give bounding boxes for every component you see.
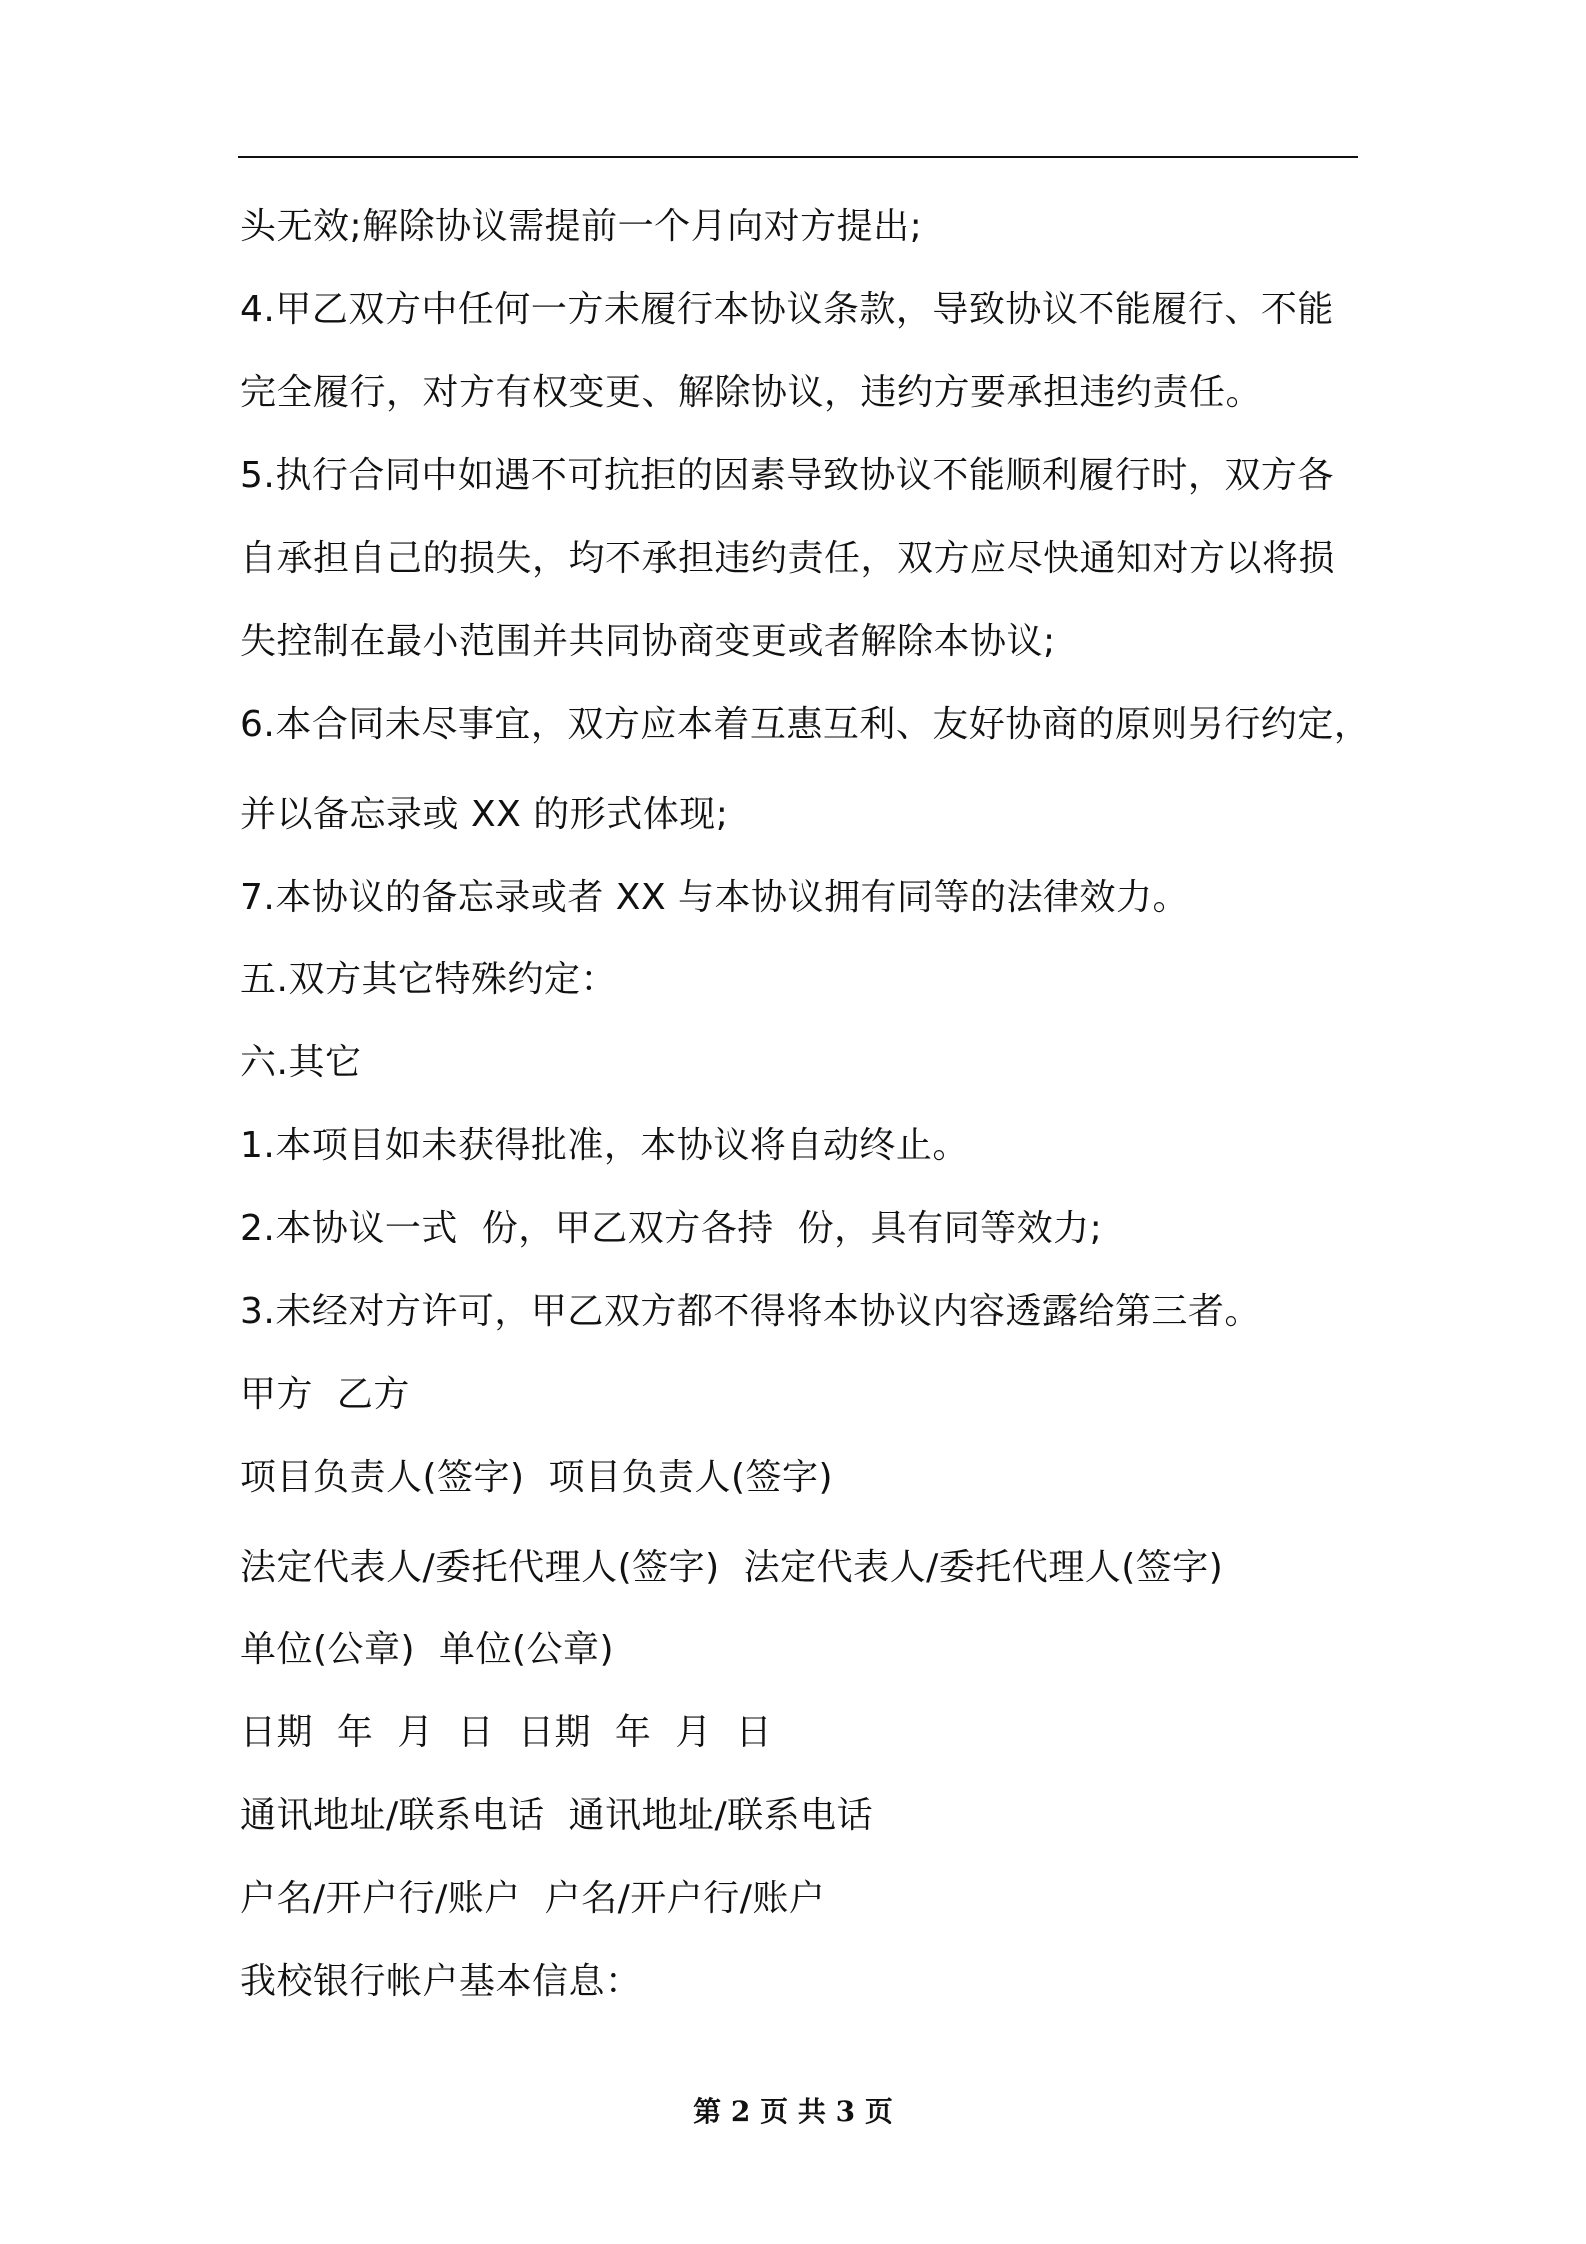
- signature-legal-rep: 法定代表人/委托代理人(签字) 法定代表人/委托代理人(签字): [240, 1547, 1224, 1588]
- text-line: 5.执行合同中如遇不可抗拒的因素导致协议不能顺利履行时，双方各: [240, 455, 1334, 496]
- signature-project-lead: 项目负责人(签字) 项目负责人(签字): [240, 1457, 834, 1498]
- text-line: 3.未经对方许可，甲乙双方都不得将本协议内容透露给第三者。: [240, 1291, 1261, 1332]
- text-line: 自承担自己的损失，均不承担违约责任，双方应尽快通知对方以将损: [240, 538, 1336, 579]
- signature-contact: 通讯地址/联系电话 通讯地址/联系电话: [240, 1795, 874, 1836]
- signature-date: 日期 年 月 日 日期 年 月 日: [240, 1712, 773, 1753]
- signature-parties: 甲方 乙方: [240, 1374, 410, 1415]
- text-line: 7.本协议的备忘录或者 XX 与本协议拥有同等的法律效力。: [240, 877, 1190, 918]
- page-number: 第 2 页 共 3 页: [693, 2095, 893, 2128]
- text-line: 失控制在最小范围并共同协商变更或者解除本协议;: [240, 621, 1056, 662]
- section-heading: 六.其它: [240, 1042, 362, 1083]
- signature-unit-seal: 单位(公章) 单位(公章): [240, 1629, 615, 1670]
- section-heading: 五.双方其它特殊约定：: [240, 959, 617, 1000]
- text-line: 头无效;解除协议需提前一个月向对方提出;: [240, 206, 923, 247]
- text-line: 6.本合同未尽事宜，双方应本着互惠互利、友好协商的原则另行约定，: [240, 704, 1371, 745]
- bank-info-heading: 我校银行帐户基本信息：: [240, 1961, 642, 2002]
- signature-bank-account: 户名/开户行/账户 户名/开户行/账户: [240, 1878, 826, 1919]
- text-line: 4.甲乙双方中任何一方未履行本协议条款，导致协议不能履行、不能: [240, 289, 1334, 330]
- text-line: 完全履行，对方有权变更、解除协议，违约方要承担违约责任。: [240, 372, 1263, 413]
- text-line: 2.本协议一式 份，甲乙双方各持 份，具有同等效力;: [240, 1208, 1103, 1249]
- text-line: 并以备忘录或 XX 的形式体现;: [240, 794, 729, 835]
- text-line: 1.本项目如未获得批准，本协议将自动终止。: [240, 1125, 969, 1166]
- header-rule: [238, 156, 1358, 158]
